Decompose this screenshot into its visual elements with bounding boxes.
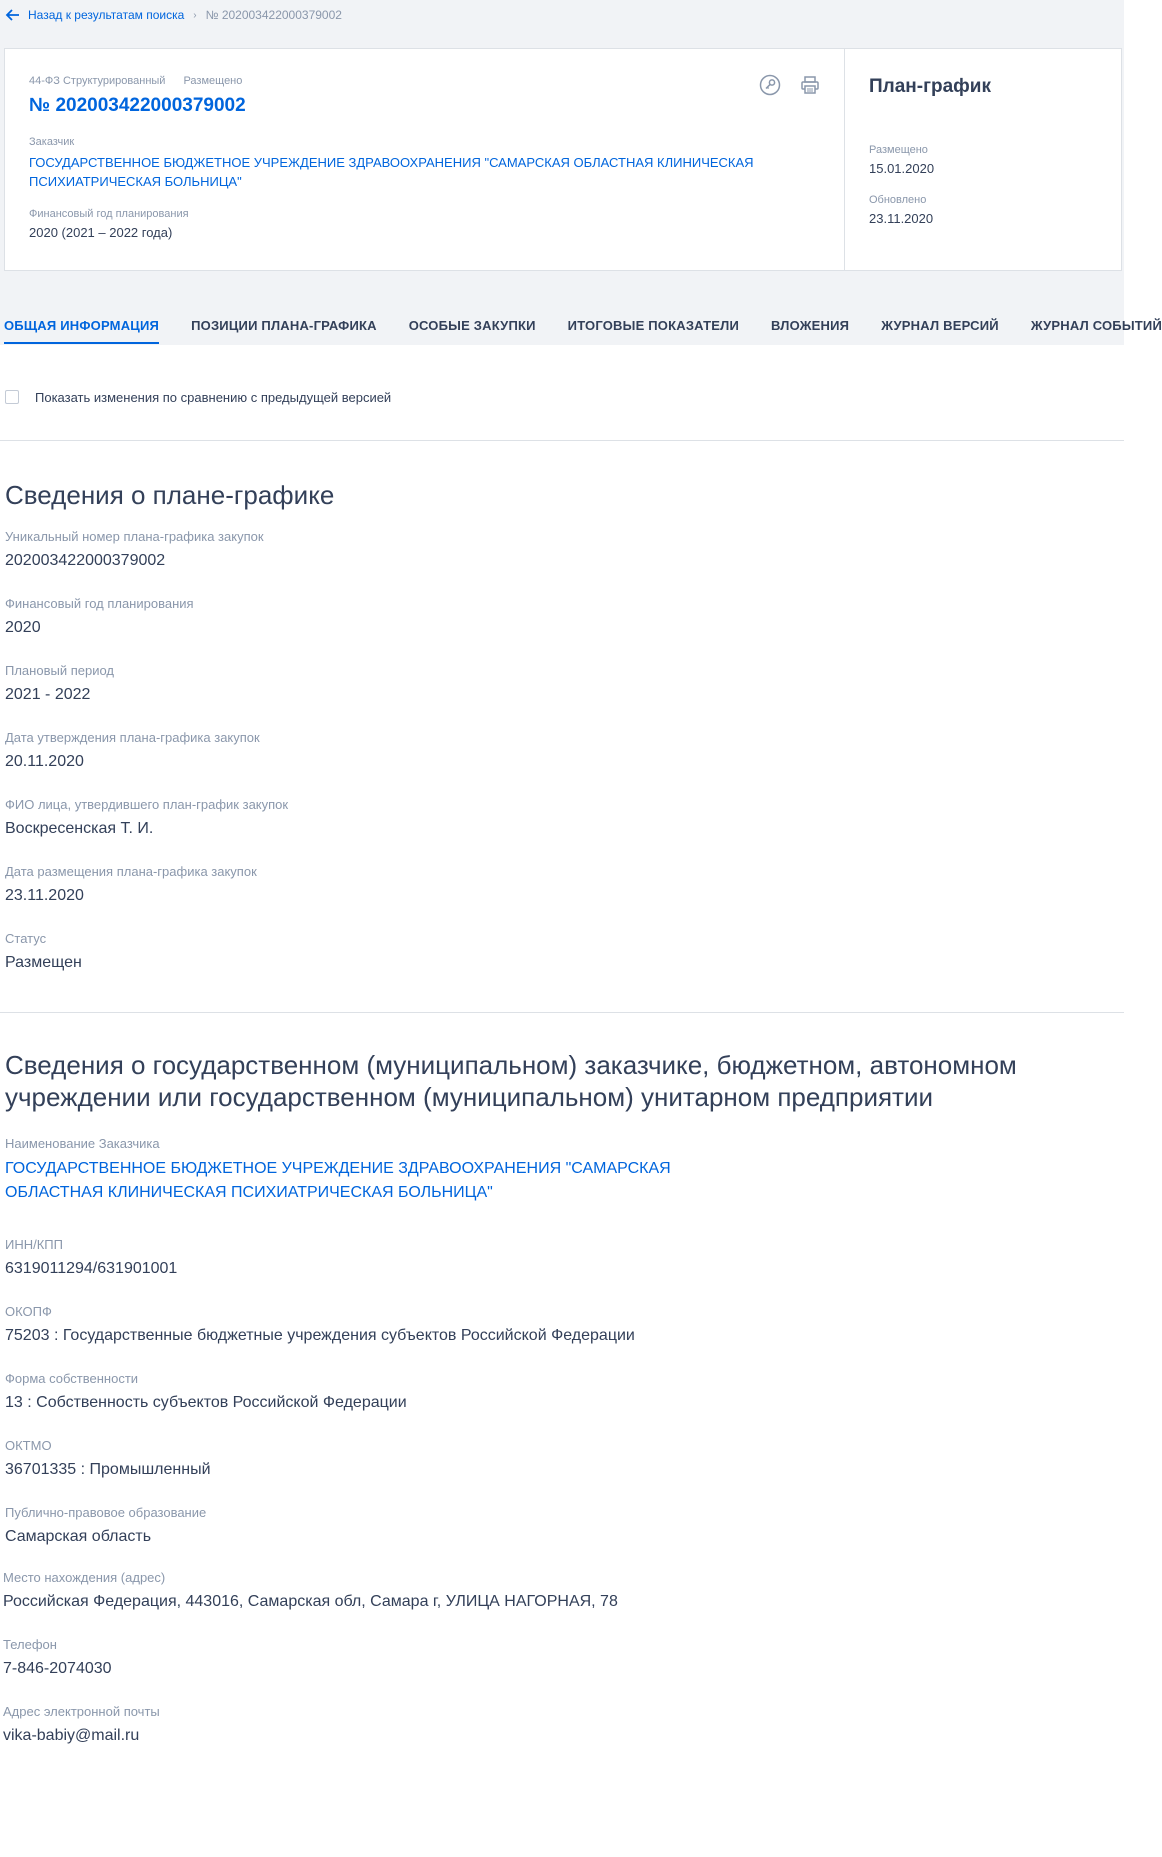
header-band bbox=[0, 0, 1124, 301]
field-value: 2020 bbox=[5, 619, 41, 636]
field-label: Публично-правовое образование bbox=[5, 1505, 207, 1520]
plan-summary-card bbox=[4, 48, 1122, 271]
show-changes-label[interactable]: Показать изменения по сравнению с предыдущей версией bbox=[35, 389, 392, 405]
customer-name bbox=[5, 1136, 1124, 1205]
customer-public-entity bbox=[5, 1505, 1124, 1546]
arrow-left-icon[interactable] bbox=[6, 9, 20, 21]
customer-phone bbox=[3, 1637, 1124, 1678]
customer-info-title: Сведения о государственном (муниципальном) заказчике, бюджетном, автономном учреждении или государственном (муниципальном) унитарном предприятии bbox=[5, 1050, 1017, 1112]
field-label: Финансовый год планирования bbox=[5, 596, 194, 611]
customer-email bbox=[3, 1704, 1124, 1745]
customer-info-section bbox=[0, 1013, 1124, 1745]
plan-fin-year bbox=[5, 596, 1124, 637]
fin-year-label: Финансовый год планирования bbox=[29, 208, 189, 220]
posted-label: Размещено bbox=[869, 144, 928, 156]
law-type: 44-ФЗ Структурированный bbox=[29, 75, 166, 87]
tab-version-log[interactable]: ЖУРНАЛ ВЕРСИЙ bbox=[881, 318, 999, 333]
field-value: 23.11.2020 bbox=[5, 887, 84, 904]
field-label: Наименование Заказчика bbox=[5, 1136, 160, 1151]
status-badge: Размещено bbox=[183, 75, 243, 87]
tab-totals[interactable]: ИТОГОВЫЕ ПОКАЗАТЕЛИ bbox=[567, 318, 739, 333]
field-value: 202003422000379002 bbox=[5, 552, 166, 569]
posted-value: 15.01.2020 bbox=[869, 161, 935, 176]
plan-approval-date bbox=[5, 730, 1124, 771]
customer-name-link[interactable]: ГОСУДАРСТВЕННОЕ БЮДЖЕТНОЕ УЧРЕЖДЕНИЕ ЗДРАВООХРАНЕНИЯ "САМАРСКАЯ ОБЛАСТНАЯ КЛИНИЧЕСКАЯ ПСИХИАТРИЧЕСКАЯ БОЛЬНИЦА" bbox=[5, 1160, 671, 1201]
tab-bar bbox=[0, 301, 1162, 345]
customer-label: Заказчик bbox=[29, 136, 75, 148]
plan-info-title: Сведения о плане-графике bbox=[5, 480, 335, 510]
field-label: ИНН/КПП bbox=[5, 1237, 63, 1252]
back-to-results-link[interactable]: Назад к результатам поиска bbox=[28, 8, 185, 22]
field-label: Дата размещения плана-графика закупок bbox=[5, 864, 257, 879]
field-value: 6319011294/631901001 bbox=[5, 1260, 178, 1277]
field-label: Адрес электронной почты bbox=[3, 1704, 160, 1719]
card-actions bbox=[758, 73, 822, 97]
field-value: Размещен bbox=[5, 954, 82, 971]
plan-unique-number bbox=[5, 529, 1124, 570]
print-icon[interactable] bbox=[798, 73, 822, 97]
field-value: Российская Федерация, 443016, Самарская обл, Самара г, УЛИЦА НАГОРНАЯ, 78 bbox=[3, 1593, 618, 1610]
field-value: 75203 : Государственные бюджетные учреждения субъектов Российской Федерации bbox=[5, 1327, 635, 1344]
plan-number-link[interactable]: № 202003422000379002 bbox=[29, 95, 246, 116]
breadcrumb bbox=[0, 0, 1124, 30]
show-changes-checkbox[interactable] bbox=[5, 390, 19, 404]
show-changes-row bbox=[0, 345, 1124, 407]
customer-okopf bbox=[5, 1304, 1124, 1345]
field-label: Дата утверждения плана-графика закупок bbox=[5, 730, 260, 745]
document-type-title: План-график bbox=[869, 76, 991, 97]
field-value: Самарская область bbox=[5, 1528, 152, 1545]
tab-general-info[interactable]: ОБЩАЯ ИНФОРМАЦИЯ bbox=[4, 313, 159, 344]
field-value: 20.11.2020 bbox=[5, 753, 84, 770]
field-value: 2021 - 2022 bbox=[5, 686, 91, 703]
plan-posting-date bbox=[5, 864, 1124, 905]
tab-plan-positions[interactable]: ПОЗИЦИИ ПЛАНА-ГРАФИКА bbox=[191, 318, 377, 333]
field-value: Воскресенская Т. И. bbox=[5, 820, 154, 837]
customer-oktmo bbox=[5, 1438, 1124, 1479]
customer-inn-kpp bbox=[5, 1237, 1124, 1278]
customer-address bbox=[3, 1570, 1124, 1611]
field-label: ФИО лица, утвердившего план-график закупок bbox=[5, 797, 289, 812]
key-circle-icon[interactable] bbox=[758, 73, 782, 97]
field-label: Плановый период bbox=[5, 663, 114, 678]
plan-info-section bbox=[0, 441, 1124, 972]
field-value: vika-babiy@mail.ru bbox=[3, 1727, 140, 1744]
card-main bbox=[5, 49, 844, 270]
field-label: Место нахождения (адрес) bbox=[3, 1570, 166, 1585]
tab-special-purchases[interactable]: ОСОБЫЕ ЗАКУПКИ bbox=[408, 318, 536, 333]
breadcrumb-separator: › bbox=[193, 9, 197, 21]
field-value: 13 : Собственность субъектов Российской Федерации bbox=[5, 1394, 407, 1411]
updated-value: 23.11.2020 bbox=[869, 211, 934, 226]
fin-year-value: 2020 (2021 – 2022 года) bbox=[29, 225, 173, 240]
field-value: 7-846-2074030 bbox=[3, 1660, 112, 1677]
breadcrumb-current: № 202003422000379002 bbox=[205, 8, 342, 22]
field-label: Форма собственности bbox=[5, 1371, 139, 1386]
customer-link[interactable]: ГОСУДАРСТВЕННОЕ БЮДЖЕТНОЕ УЧРЕЖДЕНИЕ ЗДРАВООХРАНЕНИЯ "САМАРСКАЯ ОБЛАСТНАЯ КЛИНИЧЕСКАЯ ПСИХИАТРИЧЕСКАЯ БОЛЬНИЦА" bbox=[29, 155, 754, 189]
field-label: ОКОПФ bbox=[5, 1304, 52, 1319]
plan-status bbox=[5, 931, 1124, 972]
updated-label: Обновлено bbox=[869, 194, 927, 206]
field-label: Статус bbox=[5, 931, 47, 946]
field-label: Телефон bbox=[3, 1637, 57, 1652]
field-value: 36701335 : Промышленный bbox=[5, 1461, 211, 1478]
card-side bbox=[844, 49, 1121, 270]
tab-attachments[interactable]: ВЛОЖЕНИЯ bbox=[771, 318, 850, 333]
tab-event-log[interactable]: ЖУРНАЛ СОБЫТИЙ bbox=[1030, 318, 1162, 333]
field-label: Уникальный номер плана-графика закупок bbox=[5, 529, 264, 544]
customer-ownership bbox=[5, 1371, 1124, 1412]
plan-approver bbox=[5, 797, 1124, 838]
field-label: ОКТМО bbox=[5, 1438, 52, 1453]
plan-period bbox=[5, 663, 1124, 704]
